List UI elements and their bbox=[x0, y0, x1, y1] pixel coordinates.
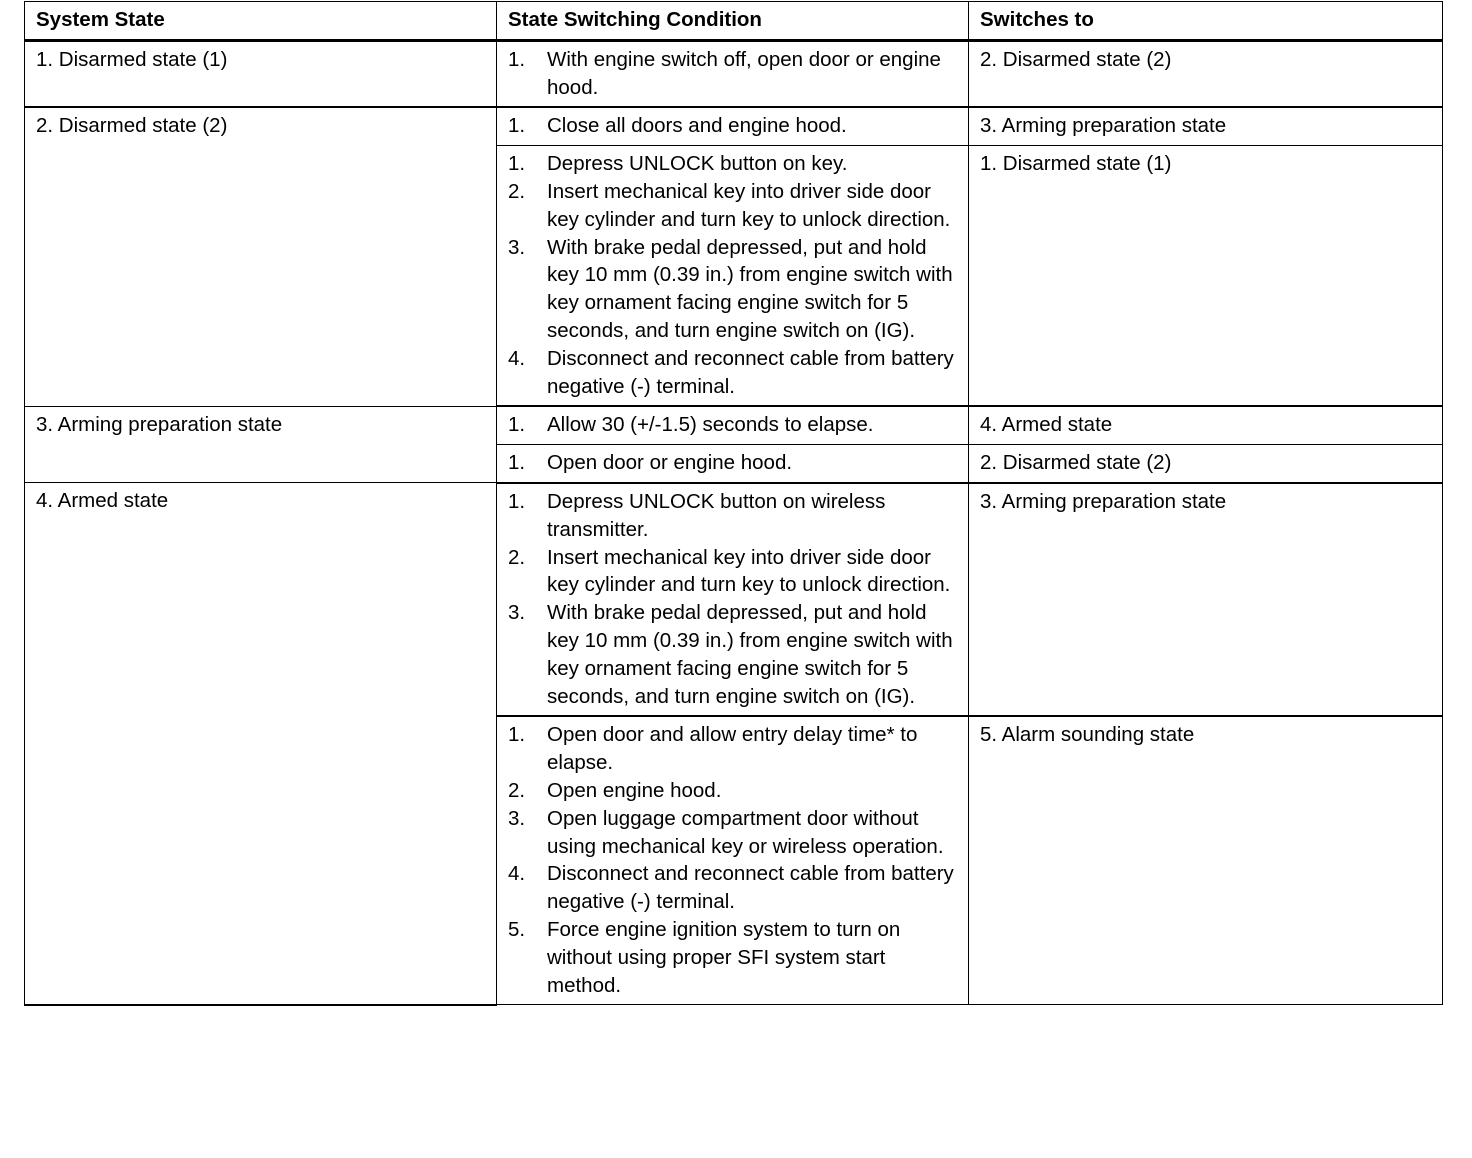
condition-text: Open engine hood. bbox=[547, 778, 722, 802]
condition-item bbox=[508, 46, 958, 102]
condition-list bbox=[508, 721, 958, 999]
target-state-cell: 1. Disarmed state (1) bbox=[969, 146, 1443, 407]
condition-number: 1. bbox=[508, 489, 526, 513]
condition-number: 1. bbox=[508, 413, 526, 437]
system-state-cell: 1. Disarmed state (1) bbox=[25, 40, 497, 107]
condition-cell bbox=[497, 146, 969, 407]
condition-list bbox=[508, 411, 958, 439]
target-state-cell: 2. Disarmed state (2) bbox=[969, 40, 1443, 107]
condition-number: 2. bbox=[508, 545, 526, 569]
condition-number: 1. bbox=[508, 114, 526, 138]
condition-text: Depress UNLOCK button on wireless transmitter. bbox=[547, 489, 886, 541]
condition-text: Force engine ignition system to turn on without using proper SFI system start method. bbox=[547, 917, 901, 997]
condition-text: Insert mechanical key into driver side door key cylinder and turn key to unlock direction. bbox=[547, 179, 951, 231]
condition-number: 1. bbox=[508, 451, 526, 475]
condition-item bbox=[508, 488, 958, 544]
condition-number: 1. bbox=[508, 152, 526, 176]
condition-cell bbox=[497, 40, 969, 107]
condition-text: Open door or engine hood. bbox=[547, 451, 793, 475]
condition-cell bbox=[497, 406, 969, 444]
condition-list bbox=[508, 46, 958, 102]
condition-text: Open luggage compartment door without using mechanical key or wireless operation. bbox=[547, 806, 944, 858]
condition-text: Open door and allow entry delay time* to elapse. bbox=[547, 723, 918, 775]
target-state-cell: 3. Arming preparation state bbox=[969, 483, 1443, 716]
system-state-cell: 2. Disarmed state (2) bbox=[25, 107, 497, 406]
state-transition-table bbox=[24, 1, 1443, 1006]
condition-cell bbox=[497, 445, 969, 483]
condition-item bbox=[508, 805, 958, 861]
header-condition: State Switching Condition bbox=[497, 2, 969, 41]
condition-item bbox=[508, 721, 958, 777]
condition-text: Close all doors and engine hood. bbox=[547, 114, 847, 138]
condition-item bbox=[508, 916, 958, 999]
condition-item bbox=[508, 234, 958, 345]
condition-list bbox=[508, 449, 958, 477]
table-row bbox=[25, 406, 1443, 444]
condition-number: 5. bbox=[508, 917, 526, 941]
condition-text: Disconnect and reconnect cable from battery negative (-) terminal. bbox=[547, 862, 954, 914]
condition-number: 1. bbox=[508, 723, 526, 747]
condition-text: With engine switch off, open door or engine hood. bbox=[547, 47, 941, 99]
condition-cell bbox=[497, 716, 969, 1004]
condition-list bbox=[508, 150, 958, 400]
condition-list bbox=[508, 488, 958, 710]
condition-text: Disconnect and reconnect cable from battery negative (-) terminal. bbox=[547, 346, 954, 398]
condition-cell bbox=[497, 107, 969, 145]
target-state-cell: 3. Arming preparation state bbox=[969, 107, 1443, 145]
condition-number: 2. bbox=[508, 179, 526, 203]
target-state-cell: 2. Disarmed state (2) bbox=[969, 445, 1443, 483]
condition-item bbox=[508, 860, 958, 916]
condition-number: 4. bbox=[508, 346, 526, 370]
condition-number: 3. bbox=[508, 235, 526, 259]
table-row bbox=[25, 107, 1443, 145]
condition-item bbox=[508, 599, 958, 710]
header-switches-to: Switches to bbox=[969, 2, 1443, 41]
header-system-state: System State bbox=[25, 2, 497, 41]
system-state-cell: 3. Arming preparation state bbox=[25, 406, 497, 483]
condition-text: Depress UNLOCK button on key. bbox=[547, 152, 848, 176]
condition-text: Allow 30 (+/-1.5) seconds to elapse. bbox=[547, 413, 874, 437]
system-state-cell: 4. Armed state bbox=[25, 483, 497, 1005]
condition-text: With brake pedal depressed, put and hold key 10 mm (0.39 in.) from engine switch with key ornament facing engine switch for 5 seconds, and turn engine switch on (IG). bbox=[547, 235, 953, 342]
condition-number: 4. bbox=[508, 862, 526, 886]
condition-text: With brake pedal depressed, put and hold key 10 mm (0.39 in.) from engine switch with key ornament facing engine switch for 5 seconds, and turn engine switch on (IG). bbox=[547, 601, 953, 708]
target-state-cell: 5. Alarm sounding state bbox=[969, 716, 1443, 1004]
condition-text: Insert mechanical key into driver side door key cylinder and turn key to unlock direction. bbox=[547, 545, 951, 597]
target-state-cell: 4. Armed state bbox=[969, 406, 1443, 444]
condition-item bbox=[508, 449, 958, 477]
condition-item bbox=[508, 178, 958, 234]
condition-number: 3. bbox=[508, 806, 526, 830]
condition-item bbox=[508, 345, 958, 401]
condition-number: 2. bbox=[508, 778, 526, 802]
condition-list bbox=[508, 112, 958, 140]
condition-item bbox=[508, 411, 958, 439]
condition-cell bbox=[497, 483, 969, 716]
condition-item bbox=[508, 112, 958, 140]
condition-item bbox=[508, 544, 958, 600]
condition-number: 3. bbox=[508, 601, 526, 625]
table-row bbox=[25, 483, 1443, 716]
header-row bbox=[25, 2, 1443, 41]
table-row bbox=[25, 40, 1443, 107]
condition-number: 1. bbox=[508, 47, 526, 71]
condition-item bbox=[508, 150, 958, 178]
condition-item bbox=[508, 777, 958, 805]
